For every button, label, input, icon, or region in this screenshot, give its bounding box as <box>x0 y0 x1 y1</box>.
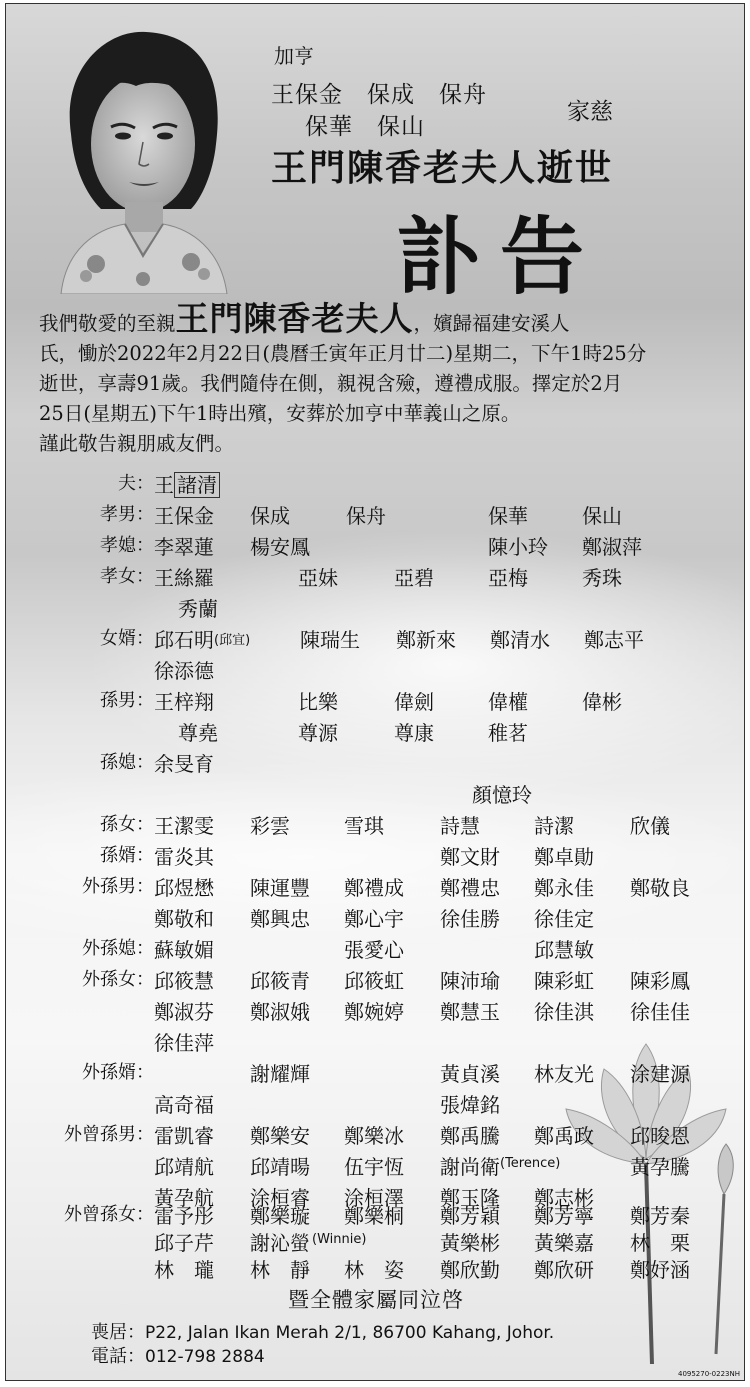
row-label: 外曾孫男： <box>64 1124 154 1145</box>
row-label: 夫： <box>118 473 154 494</box>
name: 徐添德 <box>154 659 214 683</box>
name: 林 姿 <box>344 1258 404 1282</box>
name: 雷凱睿 <box>154 1124 214 1148</box>
name: 稚茗 <box>488 721 528 745</box>
name: 鄭樂璇 <box>250 1204 310 1228</box>
name: 鄭文財 <box>440 845 500 869</box>
name: 邱石明 <box>154 628 214 652</box>
headline: 王門陳香老夫人逝世 <box>271 147 614 189</box>
name: 黃樂嘉 <box>534 1231 594 1255</box>
name: 邱筱虹 <box>344 969 404 993</box>
name: 伍宇恆 <box>344 1155 404 1179</box>
row-label: 外孫媳： <box>82 938 154 959</box>
row-label: 孫女： <box>100 814 154 835</box>
row-label: 外孫男： <box>82 876 154 897</box>
name: 邱子芹 <box>154 1231 214 1255</box>
name: 涂建源 <box>630 1062 690 1086</box>
row-label: 外曾孫女： <box>64 1204 154 1225</box>
name: 邱煜懋 <box>154 876 214 900</box>
son-name: 王保金 <box>271 82 343 108</box>
husband-name <box>154 469 220 498</box>
name: 邱靖航 <box>154 1155 214 1179</box>
name: 鄭淑娥 <box>250 1000 310 1024</box>
name: 秀珠 <box>582 566 622 590</box>
row-label: 女婿： <box>100 628 154 649</box>
name: 謝耀輝 <box>250 1062 310 1086</box>
announcement-line-4: 25日(星期五)下午1時出殯，安葬於加亨中華義山之原。 <box>39 402 521 425</box>
family-list <box>6 4 745 1381</box>
name: 謝尚衛 <box>440 1155 500 1179</box>
name: 楊安鳳 <box>250 535 310 559</box>
name: 謝沁螢 <box>250 1231 310 1255</box>
name: 王絲羅 <box>154 566 214 590</box>
name: 黃孕航 <box>154 1186 214 1210</box>
name: 徐佳勝 <box>440 907 500 931</box>
name: 鄭婉婷 <box>344 1000 404 1024</box>
name: 邱筱慧 <box>154 969 214 993</box>
name: 鄭志彬 <box>534 1186 594 1210</box>
name: 鄭永佳 <box>534 876 594 900</box>
name: 鄭禮忠 <box>440 876 500 900</box>
name: 鄭玉隆 <box>440 1186 500 1210</box>
name: 鄭禮成 <box>344 876 404 900</box>
name: 彩雲 <box>250 814 290 838</box>
name: 王潔雯 <box>154 814 214 838</box>
name-note: (邱宜) <box>214 633 251 648</box>
jiaci-label: 家慈 <box>567 99 613 125</box>
name: 保華 <box>488 504 528 528</box>
name: 張煒銘 <box>440 1093 500 1117</box>
name: 鄭禹騰 <box>440 1124 500 1148</box>
name: 黃孕騰 <box>630 1155 690 1179</box>
name: 徐佳淇 <box>534 1000 594 1024</box>
row-label: 孫男： <box>100 690 154 711</box>
row-label: 外孫婿： <box>82 1062 154 1083</box>
name: 徐佳佳 <box>630 1000 690 1024</box>
name: 鄭樂冰 <box>344 1124 404 1148</box>
name: 秀蘭 <box>178 597 218 621</box>
name: 鄭卓勛 <box>534 845 594 869</box>
residence-address: P22, Jalan Ikan Merah 2/1, 86700 Kahang, Johor. <box>145 1323 555 1343</box>
name: 鄭慧玉 <box>440 1000 500 1024</box>
name: 尊源 <box>298 721 338 745</box>
name: 鄭樂桐 <box>344 1204 404 1228</box>
name: 亞梅 <box>488 566 528 590</box>
name: 陳運豐 <box>250 876 310 900</box>
row-label: 孝男： <box>100 504 154 525</box>
name: 張愛心 <box>344 938 404 962</box>
announcement-line-3: 逝世，享壽91歲。我們隨侍在側，親視含殮，遵禮成服。擇定於2月 <box>39 372 623 395</box>
name: 徐佳定 <box>534 907 594 931</box>
row-label: 孝女： <box>100 566 154 587</box>
name: 王梓翔 <box>154 690 214 714</box>
name: 邱慧敏 <box>534 938 594 962</box>
residence-label: 喪居： <box>91 1322 145 1343</box>
son-name: 保舟 <box>439 82 487 108</box>
name: 鄭心宇 <box>344 907 404 931</box>
announcement-lead: 我們敬愛的至親 <box>39 312 176 335</box>
name: 比樂 <box>298 690 338 714</box>
name: 陳彩虹 <box>534 969 594 993</box>
name: 邱筱青 <box>250 969 310 993</box>
announcement-line-2: 氏，慟於2022年2月22日(農曆壬寅年正月廿二)星期二，下午1時25分 <box>39 342 647 365</box>
name: 林 栗 <box>630 1231 690 1255</box>
name: 詩潔 <box>534 814 574 838</box>
row-label: 孫婿： <box>100 845 154 866</box>
name: 涂桓澤 <box>344 1186 404 1210</box>
name: 鄭淑芬 <box>154 1000 214 1024</box>
name: 鄭淑萍 <box>582 535 642 559</box>
name: 鄭芳寧 <box>534 1204 594 1228</box>
name: 林 瓏 <box>154 1258 214 1282</box>
row-label: 孫媳： <box>100 752 154 773</box>
son-name: 保山 <box>377 114 425 140</box>
name: 鄭芳秦 <box>630 1204 690 1228</box>
row-label: 孝媳： <box>100 535 154 556</box>
son-name: 保成 <box>367 82 415 108</box>
deceased-name: 王門陳香老夫人 <box>175 299 414 338</box>
location-prefix: 加亨 <box>274 44 314 68</box>
name: 保成 <box>250 504 290 528</box>
name: 涂桓睿 <box>250 1186 310 1210</box>
name: 鄭妤涵 <box>630 1258 690 1282</box>
name-note: (Winnie) <box>312 1232 367 1247</box>
name: 保山 <box>582 504 622 528</box>
son-name: 保華 <box>305 114 353 140</box>
name: 詩慧 <box>440 814 480 838</box>
name: 余旻育 <box>154 752 214 776</box>
phone-number: 012-798 2884 <box>145 1347 265 1367</box>
name: 陳彩鳳 <box>630 969 690 993</box>
name: 黃樂彬 <box>440 1231 500 1255</box>
name: 高奇福 <box>154 1093 214 1117</box>
name: 鄭敬和 <box>154 907 214 931</box>
name: 徐佳萍 <box>154 1031 214 1055</box>
husband-surname: 王 <box>154 473 174 497</box>
name: 鄭興忠 <box>250 907 310 931</box>
name: 陳瑞生 <box>300 628 360 652</box>
fugao-title: 訃告 <box>396 207 605 306</box>
name: 邱晙恩 <box>630 1124 690 1148</box>
name: 偉彬 <box>582 690 622 714</box>
obituary-notice <box>5 3 745 1381</box>
name: 林友光 <box>534 1062 594 1086</box>
name: 邱靖暘 <box>250 1155 310 1179</box>
name: 偉劍 <box>394 690 434 714</box>
name: 李翠蓮 <box>154 535 214 559</box>
name-note: (Terence) <box>500 1156 561 1171</box>
phone-label: 電話： <box>91 1346 145 1367</box>
announcement-tail: ，嬪歸福建安溪人 <box>413 312 570 335</box>
announcement-line-5: 謹此敬告親朋戚友們。 <box>39 432 235 455</box>
name: 顏憶玲 <box>472 783 532 807</box>
name: 鄭清水 <box>490 628 550 652</box>
name: 鄭敬良 <box>630 876 690 900</box>
residence <box>91 1318 554 1344</box>
name: 尊堯 <box>178 721 218 745</box>
name: 鄭芳穎 <box>440 1204 500 1228</box>
name: 雷予彤 <box>154 1204 214 1228</box>
name: 黃貞溪 <box>440 1062 500 1086</box>
name: 鄭樂安 <box>250 1124 310 1148</box>
name: 陳沛瑜 <box>440 969 500 993</box>
husband-given-name: 諸清 <box>174 472 220 498</box>
name: 亞妹 <box>298 566 338 590</box>
name: 鄭欣勤 <box>440 1258 500 1282</box>
name: 蘇敏媚 <box>154 938 214 962</box>
phone <box>91 1342 265 1368</box>
closing-line: 暨全體家屬同泣啓 <box>288 1288 464 1312</box>
name: 保舟 <box>346 504 386 528</box>
name: 鄭欣研 <box>534 1258 594 1282</box>
name: 陳小玲 <box>488 535 548 559</box>
name: 鄭新來 <box>396 628 456 652</box>
name: 雷炎其 <box>154 845 214 869</box>
name: 尊康 <box>394 721 434 745</box>
name: 雪琪 <box>344 814 384 838</box>
name: 王保金 <box>154 504 214 528</box>
name: 偉權 <box>488 690 528 714</box>
name: 鄭禹政 <box>534 1124 594 1148</box>
row-label: 外孫女： <box>82 969 154 990</box>
name: 欣儀 <box>630 814 670 838</box>
name: 鄭志平 <box>584 628 644 652</box>
name: 亞碧 <box>394 566 434 590</box>
name: 林 靜 <box>250 1258 310 1282</box>
ad-code: 4095270-0223NH <box>677 1370 740 1378</box>
